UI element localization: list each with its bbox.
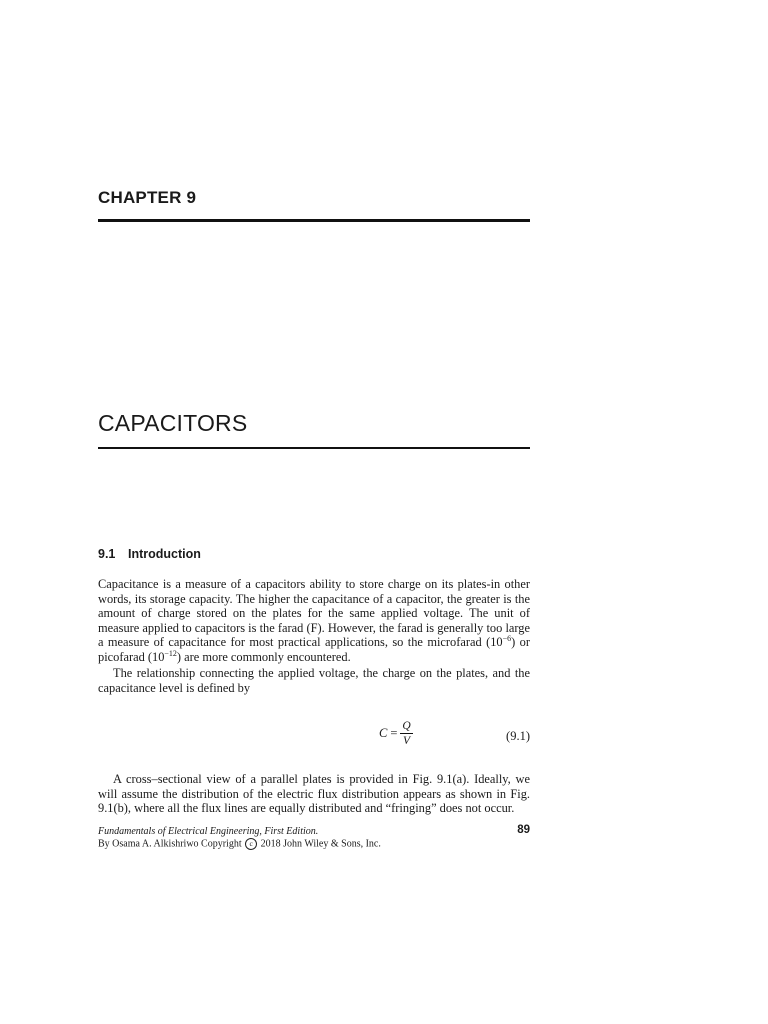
section-heading [98,547,201,561]
paragraph-1-text-c: ) are more commonly encountered. [176,649,351,664]
equation-9-1 [98,718,530,752]
paragraph-1-text-a: Capacitance is a measure of a capacitors ability to store charge on its plates-in other words, its storage capacity. The higher the capacitance of a capacitor, the greater is the amount of charge stored on the plates for the same applied voltage. The unit of measure applied to capacitors is the farad (F). However, the farad is generally too large a measure of capacitance for most practical applications, so the microfarad (10 [98,577,530,650]
equation-denominator: V [403,735,411,747]
equation-numerator: Q [402,720,411,732]
paragraph-1 [98,577,530,665]
equation-expression [379,720,413,747]
paragraph-3: A cross–sectional view of a parallel plates is provided in Fig. 9.1(a). Ideally, we will assume the distribution of the electric flux distribution appears as shown in Fig. 9.1(b), where all the flux lines are equally distributed and “fringing” does not occur. [98,772,530,816]
paragraph-1-text-b: ) or picofarad (10 [98,635,531,664]
section-number: 9.1 [98,547,116,561]
equation-number: (9.1) [506,729,530,743]
copyright-suffix: 2018 John Wiley & Sons, Inc. [260,838,381,850]
page-number: 89 [517,824,530,836]
equation-fraction [400,720,412,747]
chapter-title: CAPACITORS [98,410,248,436]
copyright-symbol: c [245,838,257,850]
footer-book-title: Fundamentals of Electrical Engineering, First Edition. [98,826,319,837]
exponent-pico: −12 [164,648,177,658]
chapter-label: CHAPTER 9 [98,188,197,207]
paragraph-2: The relationship connecting the applied voltage, the charge on the plates, and the capacitance level is defined by [98,666,530,695]
exponent-micro: −6 [502,634,512,644]
equation-operator: = [390,726,398,740]
chapter-divider-thick [98,219,530,222]
equation-lhs: C [379,726,388,740]
chapter-title-divider [98,447,530,449]
copyright-prefix: By Osama A. Alkishriwo Copyright [98,838,242,850]
footer-copyright [98,838,381,850]
section-title: Introduction [128,547,201,561]
